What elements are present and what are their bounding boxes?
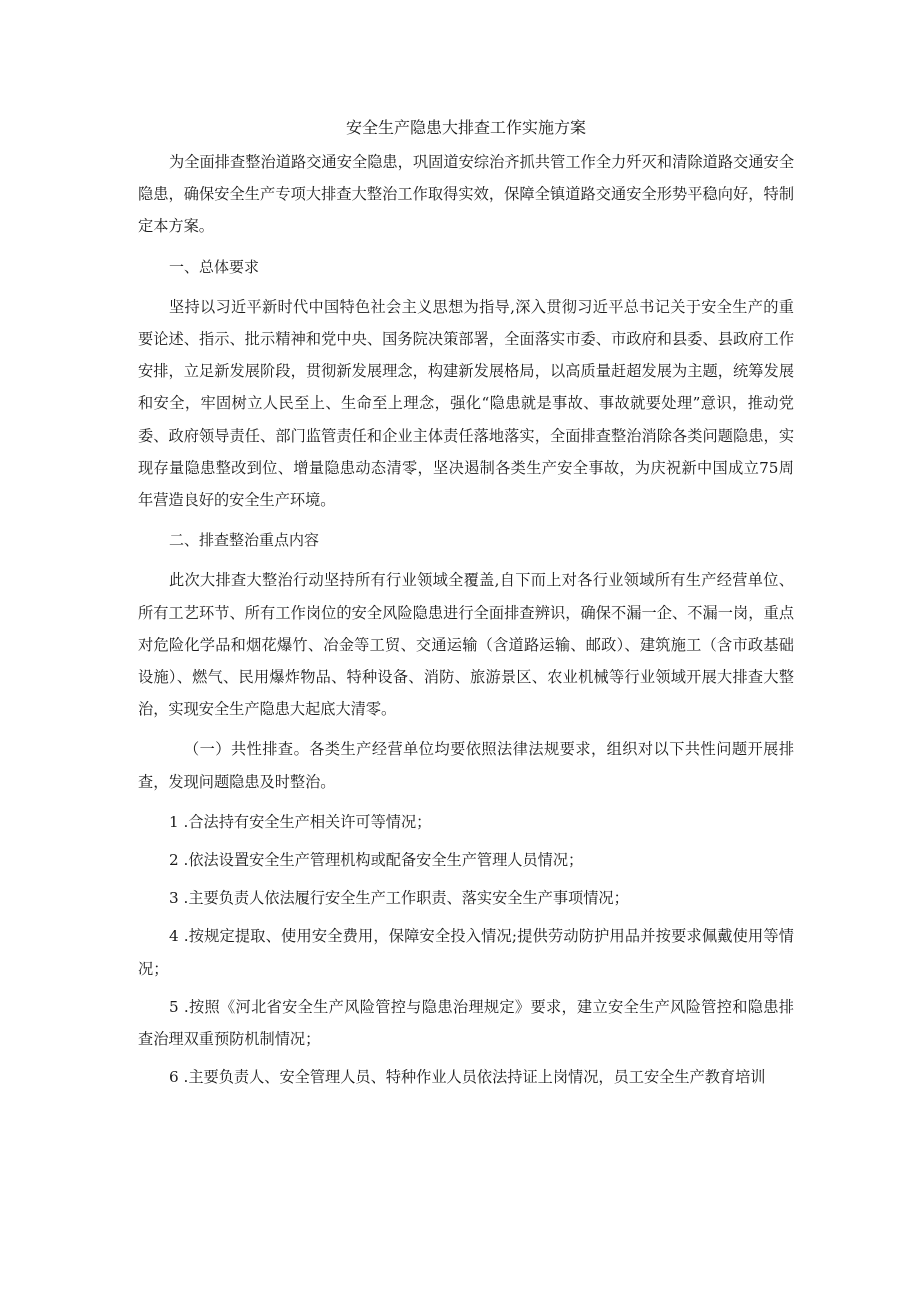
list-item: 3 .主要负责人依法履行安全生产工作职责、落实安全生产事项情况； [169,889,629,908]
section1-heading: 一、总体要求 [169,257,260,276]
list-item: 2 .依法设置安全生产管理机构或配备安全生产管理人员情况； [169,851,584,870]
spacer [138,243,794,251]
spacer [138,725,794,733]
subsection1-paragraph: （一）共性排查。各类生产经营单位均要依照法律法规要求，组织对以下共性问题开展排查，发现问题隐患及时整治。 [138,740,794,791]
section2-heading: 二、排查整治重点内容 [169,531,320,550]
spacer [138,516,794,524]
list-item: 6 .主要负责人、安全管理人员、特种作业人员依法持证上岗情况，员工安全生产教育培训 [169,1068,766,1087]
list-item: 5 .按照《河北省安全生产风险管控与隐患治理规定》要求，建立安全生产风险管控和隐患排查治理双重预防机制情况； [138,997,794,1049]
spacer [138,283,794,291]
list-item: 1 .合法持有安全生产相关许可等情况； [169,812,432,831]
spacer [138,556,794,564]
spacer [138,798,794,806]
section1-paragraph: 坚持以习近平新时代中国特色社会主义思想为指导,深入贯彻习近平总书记关于安全生产的重要论述、指示、批示精神和党中央、国务院决策部署，全面落实市委、市政府和县委、县政府工作安排，立足新发展阶段，贯彻新发展理念，构建新发展格局，以高质量赶超发展为主题，统筹发展和安全，牢固树立人民至上、生命至上理念，强化“隐患就是事故、事故就要处理”意识，推动党委、政府领导责任、部门监管责任和企业主体责任落地落实，全面排查整治消除各类问题隐患，实现存量隐患整改到位、增量隐患动态清零，坚决遏制各类生产安全事故，为庆祝新中国成立75周年营造良好的安全生产环境。 [138,297,794,510]
document-title: 安全生产隐患大排查工作实施方案 [345,118,586,137]
document-page [138,100,794,1093]
list-item: 4 .按规定提取、使用安全费用，保障安全投入情况;提供劳动防护用品并按要求佩戴使用等情况； [138,927,794,978]
section2-paragraph: 此次大排查大整治行动坚持所有行业领域全覆盖,自下而上对各行业领域所有生产经营单位、所有工艺环节、所有工作岗位的安全风险隐患进行全面排查辨识，确保不漏一企、不漏一岗，重点对危险化学品和烟花爆竹、冶金等工贸、交通运输（含道路运输、邮政）、建筑施工（含市政基础设施）、燃气、民用爆炸物品、特种设备、消防、旅游景区、农业机械等行业领域开展大排查大整治，实现安全生产隐患大起底大清零。 [138,571,794,719]
intro-paragraph: 为全面排查整治道路交通安全隐患，巩固道安综治齐抓共管工作全力歼灭和清除道路交通安全隐患，确保安全生产专项大排查大整治工作取得实效，保障全镇道路交通安全形势平稳向好，特制定本方案。 [138,153,794,236]
